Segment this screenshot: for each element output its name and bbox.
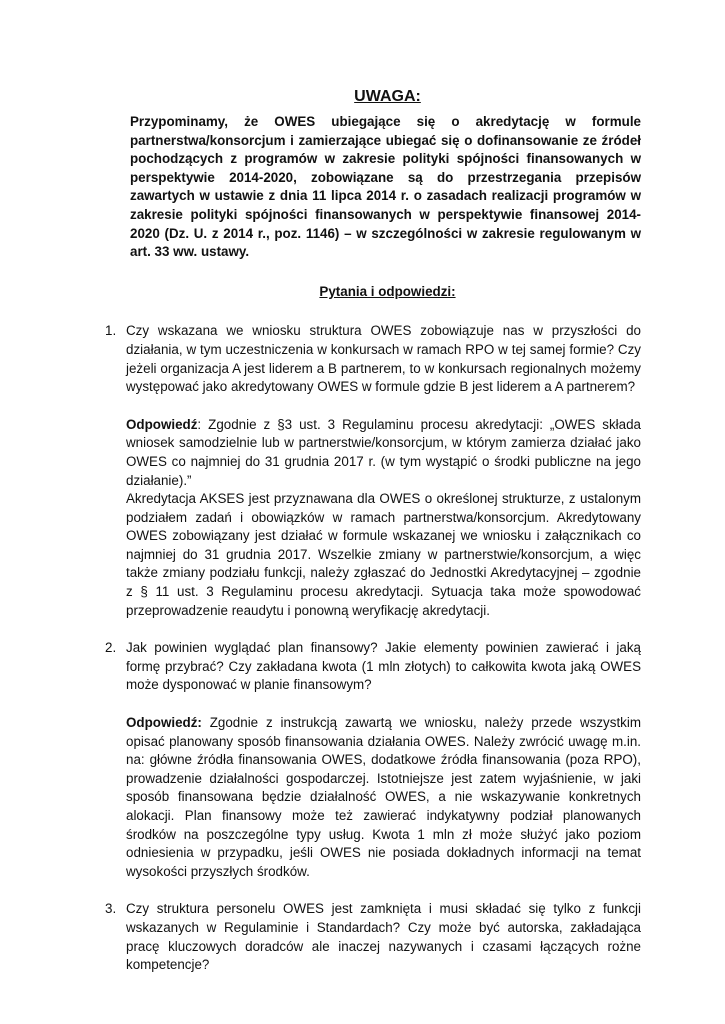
notice-paragraph: Przypominamy, że OWES ubiegające się o akredytację w formule partnerstwa/konsorcjum i zamierzające ubiegać się o dofinansowanie ze źródeł pochodzących z programów w zakresie polityki spójności finansowanych w perspektywie 2014-2020, zobowiązane są do przestrzegania przepisów zawartych w ustawie z dnia 11 lipca 2014 r. o zasadach realizacji programów w zakresie polityki spójności finansowanych w perspektywie finansowej 2014-2020 (Dz. U. z 2014 r., poz. 1146) – w szczególności w zakresie regulowanym w art. 33 ww. ustawy.: [130, 114, 641, 260]
qa-item-3: [105, 900, 641, 974]
qa-list: [105, 322, 641, 974]
qa-item-2: [105, 639, 641, 881]
answer-label: Odpowiedź: [126, 416, 198, 432]
section-heading: Pytania i odpowiedzi:: [319, 283, 456, 299]
item-number: 2.: [105, 640, 117, 656]
qa-item-1: [105, 322, 641, 620]
page-title: UWAGA:: [354, 88, 421, 105]
item-number: 1.: [105, 323, 117, 339]
item-number: 3.: [105, 901, 117, 917]
question-text: Czy struktura personelu OWES jest zamknięta i musi składać się tylko z funkcji wskazanych w Regulaminie i Standardach? Czy może być autorska, zakładająca pracę kluczowych doradców ale inaczej nazywanych i czasami łączących rożne kompetencje?: [126, 901, 641, 973]
answer-label: Odpowiedź:: [126, 715, 202, 731]
answer-text: : Zgodnie z §3 ust. 3 Regulaminu procesu akredytacji: „OWES składa wniosek samodzielnie lub w partnerstwie/konsorcjum, w którym zamierza działać jako OWES co najmniej do 31 grudnia 2017 r. (w tym wystąpić o środki publiczne na jego działanie).”: [126, 416, 641, 488]
answer-continuation: Akredytacja AKSES jest przyznawana dla OWES o określonej strukturze, z ustalonym podziałem zadań i obowiązków w ramach partnerstwa/konsorcjum. Akredytowany OWES zobowiązany jest działać w formule wskazanej we wniosku i załącznikach co najmniej do 31 grudnia 2017. Wszelkie zmiany w partnerstwie/konsorcjum, a więc także zmiany podziału funkcji, należy zgłaszać do Jednostki Akredytacyjnej – zgodnie z § 11 ust. 3 Regulaminu procesu akredytacji. Sytuacja taka może spowodować przeprowadzenie reaudytu i ponowną weryfikację akredytacji.: [126, 491, 641, 618]
answer-paragraph: [126, 714, 641, 881]
answer-text: Zgodnie z instrukcją zawartą we wniosku, należy przede wszystkim opisać planowany sposób finansowania działania OWES. Należy zwrócić uwagę m.in. na: główne źródła finansowania OWES, dodatkowe źródła finansowania (poza RPO), prowadzenie działalności gospodarczej. Istotniejsze jest zatem wyjaśnienie, w jaki sposób finansowana będzie działalność OWES, a nie wskazywanie konkretnych alokacji. Plan finansowy może też zawierać indykatywny podział planowanych środków na poszczególne typy usług. Kwota 1 mln zł może służyć jako poziom odniesienia w przypadku, jeśli OWES nie posiada dokładnych informacji na temat wysokości przyszłych środków.: [126, 715, 641, 879]
answer-paragraph: [126, 416, 641, 621]
question-text: Jak powinien wyglądać plan finansowy? Jakie elementy powinien zawierać i jaką formę przybrać? Czy zakładana kwota (1 mln złotych) to całkowita kwota jaką OWES może dysponować w planie finansowym?: [126, 640, 641, 693]
question-text: Czy wskazana we wniosku struktura OWES zobowiązuje nas w przyszłości do działania, w tym uczestniczenia w konkursach w ramach RPO w tej samej formie? Czy jeżeli organizacja A jest liderem a B partnerem, to w konkursach regionalnych możemy występować jako akredytowany OWES w formule gdzie B jest liderem a A partnerem?: [126, 323, 641, 395]
